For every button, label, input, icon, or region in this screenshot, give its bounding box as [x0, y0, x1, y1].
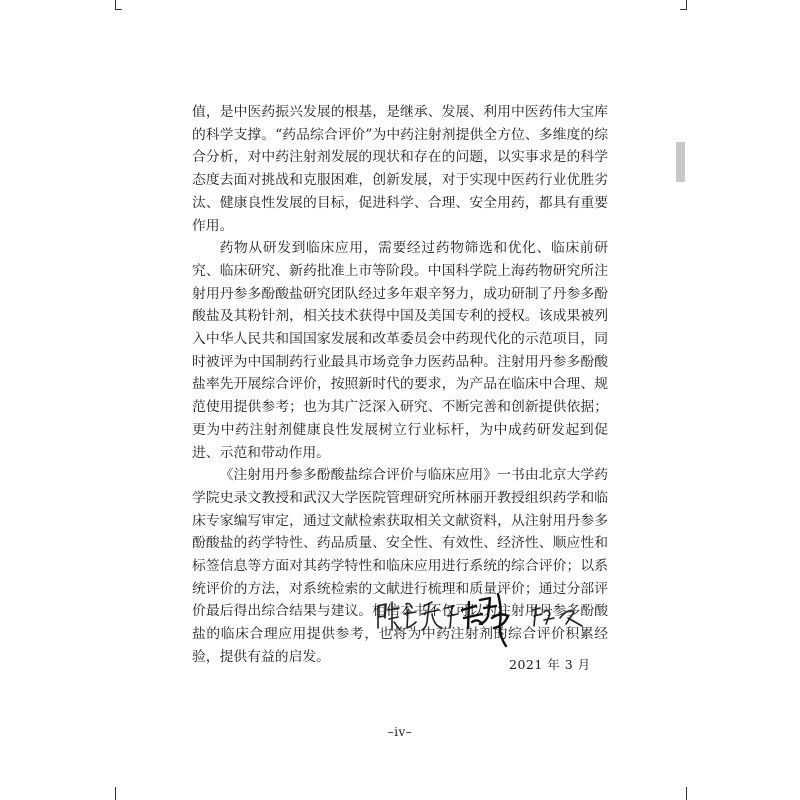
crop-mark-top-right — [680, 9, 687, 10]
signature-2 — [462, 594, 508, 646]
paragraph-3: 《注射用丹参多酚酸盐综合评价与临床应用》一书由北京大学药学院史录文教授和武汉大学医院管理研究所林丽开教授组织药学和临床专家编写审定，通过文献检索获取相关文献资料，从注射用丹参多酚酸盐的药学特性、药品质量、安全性、有效性、经济性、顺应性和标签信息等方面对其药学特性和临床应用进行系统的综合评价；以系统评价的方法，对系统检索的文献进行梳理和质量评价；通过分部评价最后得出综合结果与建议。相信本书不仅可以为注射用丹参多酚酸盐的临床合理应用提供参考，也将为中药注射剂的综合评价积累经验，提供有益的启发。 — [192, 467, 608, 665]
date: 2021 年 3 月 — [509, 657, 591, 672]
page-number: –iv– — [387, 725, 413, 739]
paragraph-1: 值，是中医药振兴发展的根基，是继承、发展、利用中医药伟大宝库的科学支撑。“药品综合评价”为中药注射剂提供全方位、多维度的综合分析，对中药注射剂发展的现状和存在的问题，以实事求是的科学态度去面对挑战和克服困难，创新发展，对于实现中医药行业优胜劣汰、健康良性发展的目标，促进科学、合理、安全用药，都具有重要作用。 — [192, 104, 608, 234]
signature-3 — [532, 606, 582, 626]
paragraph-2: 药物从研发到临床应用，需要经过药物筛选和优化、临床前研究、临床研究、新药批准上市等阶段。中国科学院上海药物研究所注射用丹参多酚酸盐研究团队经过多年艰辛努力，成功研制了丹参多酚酸盐及其粉针剂，相关技术获得中国及美国专利的授权。该成果被列入中华人民共和国国家发展和改革委员会中药现代化的示范项目，同时被评为中国制药行业最具市场竞争力医药品种。注射用丹参多酚酸盐率先开展综合评价，按照新时代的要求，为产品在临床中合理、规范使用提供参考；也为其广泛深入研究、不断完善和创新提供依据；更为中药注射剂健康良性发展树立行业标杆，为中成药研发起到促进、示范和带动作用。 — [192, 240, 608, 461]
crop-mark-bottom-left — [115, 787, 116, 800]
crop-mark-bottom-right — [686, 787, 687, 800]
page-edge-tab — [676, 142, 685, 182]
foreword-body — [192, 101, 608, 669]
handwritten-signatures — [372, 588, 612, 648]
crop-mark-top-left — [115, 9, 122, 10]
signature-1 — [378, 602, 458, 630]
